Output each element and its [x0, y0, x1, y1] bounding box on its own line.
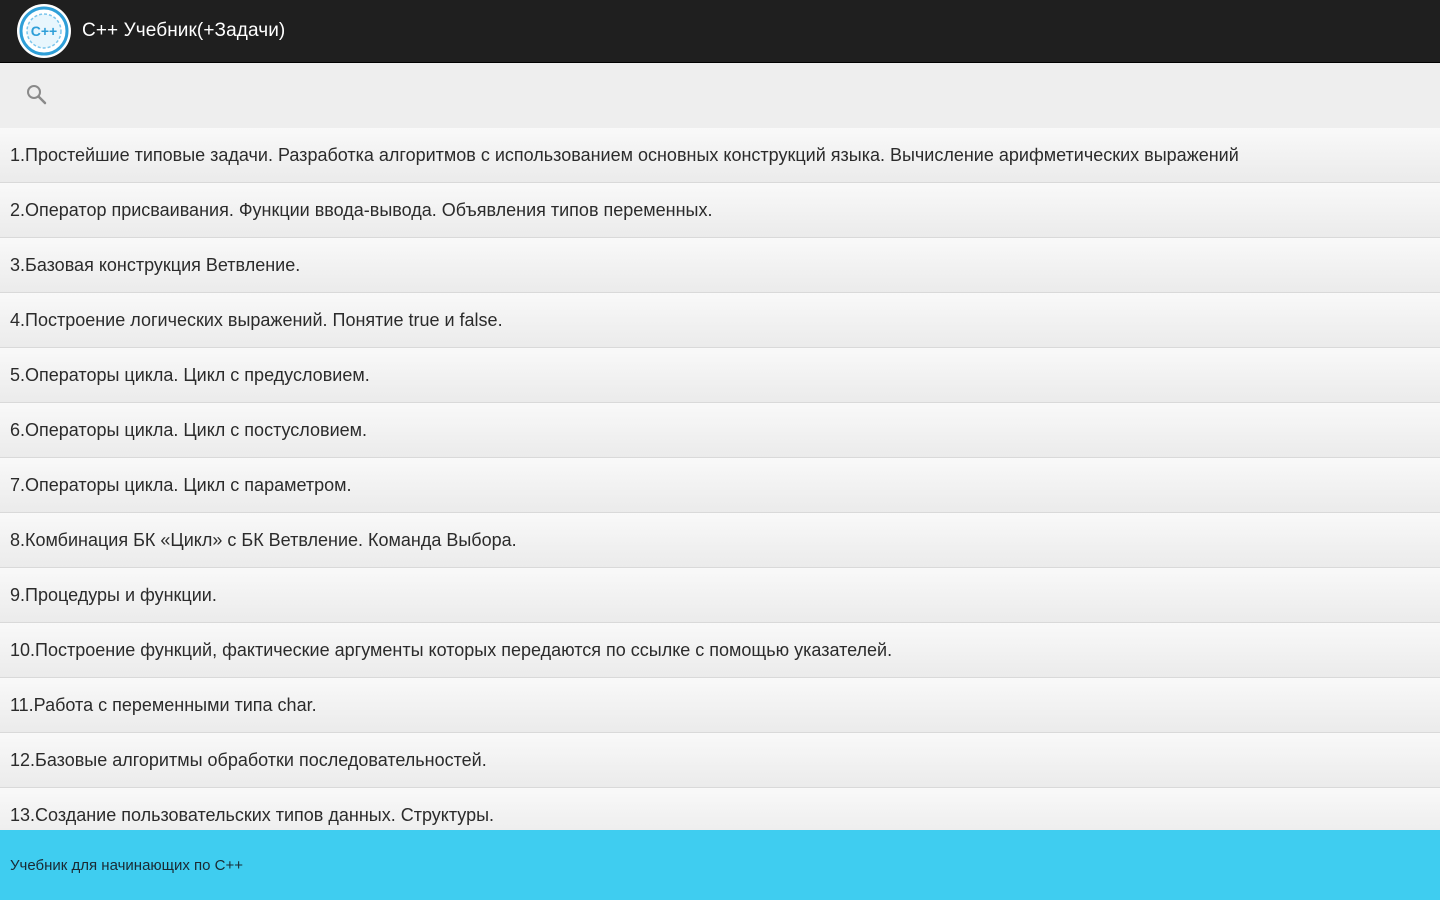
list-item[interactable]	[0, 788, 1440, 830]
list-item-label: 10.Построение функций, фактические аргументы которых передаются по ссылке с помощью указателей.	[10, 639, 893, 660]
list-item[interactable]	[0, 513, 1440, 568]
app-title: C++ Учебник(+Задачи)	[82, 20, 286, 41]
list-item-label: 2.Оператор присваивания. Функции ввода-вывода. Объявления типов переменных.	[10, 199, 713, 220]
list-item[interactable]	[0, 623, 1440, 678]
list-item[interactable]	[0, 128, 1440, 183]
list-item-label: 11.Работа с переменными типа char.	[10, 694, 317, 715]
list-item[interactable]	[0, 238, 1440, 293]
svg-text:C++: C++	[30, 23, 58, 39]
list-item-label: 6.Операторы цикла. Цикл с постусловием.	[10, 419, 368, 440]
list-item[interactable]	[0, 403, 1440, 458]
lesson-list	[0, 128, 1440, 830]
list-item-label: 8.Комбинация БК «Цикл» с БК Ветвление. Команда Выбора.	[10, 529, 517, 550]
list-item-label: 4.Построение логических выражений. Понятие true и false.	[10, 309, 503, 330]
action-bar	[0, 0, 1440, 63]
footer-banner	[0, 830, 1440, 900]
list-item-label: 13.Создание пользовательских типов данных. Структуры.	[10, 804, 495, 825]
list-item[interactable]	[0, 678, 1440, 733]
list-item-label: 7.Операторы цикла. Цикл с параметром.	[10, 474, 352, 495]
list-item[interactable]	[0, 733, 1440, 788]
list-item-label: 5.Операторы цикла. Цикл с предусловием.	[10, 364, 370, 385]
search-icon[interactable]	[25, 83, 49, 107]
cpp-logo-icon[interactable]	[17, 4, 71, 58]
list-item-label: 1.Простейшие типовые задачи. Разработка алгоритмов с использованием основных конструкций языка. Вычисление арифметических выражений	[10, 144, 1239, 165]
list-item[interactable]	[0, 458, 1440, 513]
list-item-label: 9.Процедуры и функции.	[10, 584, 217, 605]
list-item-label: 12.Базовые алгоритмы обработки последовательностей.	[10, 749, 487, 770]
footer-text: Учебник для начинающих по C++	[10, 856, 244, 874]
list-item[interactable]	[0, 568, 1440, 623]
list-item[interactable]	[0, 293, 1440, 348]
list-item[interactable]	[0, 183, 1440, 238]
list-item[interactable]	[0, 348, 1440, 403]
search-bar	[0, 63, 1440, 128]
list-item-label: 3.Базовая конструкция Ветвление.	[10, 254, 301, 275]
